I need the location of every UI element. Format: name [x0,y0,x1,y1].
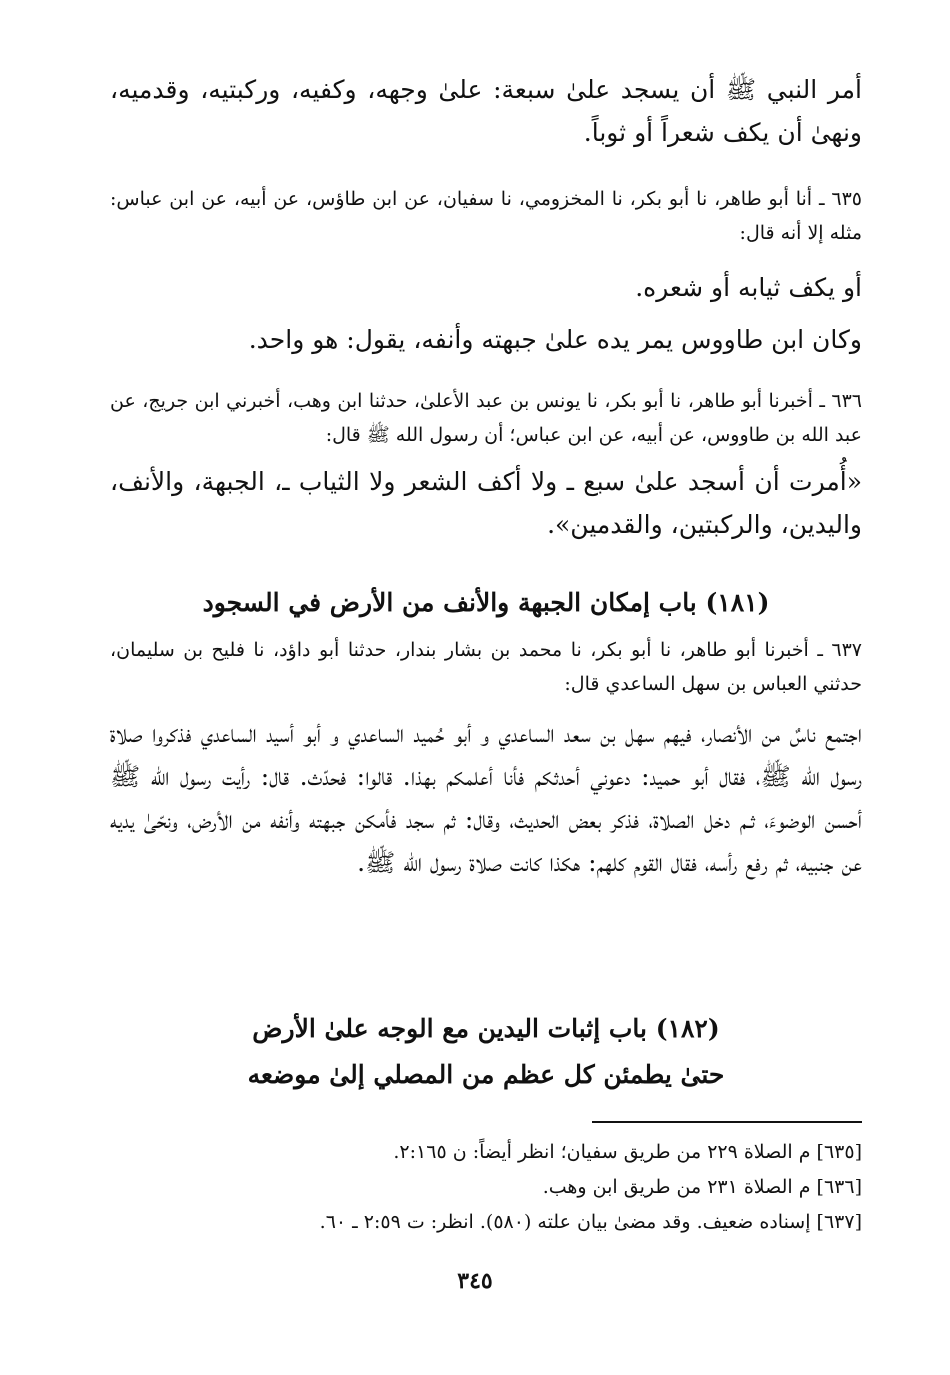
isnad-635: ٦٣٥ ـ أنا أبو طاهر، نا أبو بكر، نا المخزومي، نا سفيان، عن ابن طاؤس، عن أبيه، عن ابن عباس: مثله إلا أنه قال: [110,188,862,244]
page-number: ٣٤٥ [457,1268,493,1294]
footnote-divider [592,1121,862,1123]
isnad-637: ٦٣٧ ـ أخبرنا أبو طاهر، نا أبو بكر، نا محمد بن بشار بندار، حدثنا أبو داؤد، نا فليح بن سليمان، حدثني العباس بن سهل الساعدي قال: [110,639,862,695]
hadith-text-635: أو يكف ثيابه أو شعره. [635,273,862,302]
hadith-text-636: «أُمرت أن أسجد علىٰ سبع ـ ولا أكف الشعر ولا الثياب ـ، الجبهة، والأنف، واليدين، والركبتين، والقدمين». [110,467,862,539]
commentary-635: وكان ابن طاووس يمر يده علىٰ جبهته وأنفه، يقول: هو واحد. [248,325,862,354]
chapter-heading-182-line2: حتىٰ يطمئن كل عظم من المصلي إلىٰ موضعه [247,1060,725,1089]
chapter-heading-182-line1: (١٨٢) باب إثبات اليدين مع الوجه علىٰ الأرض [252,1014,720,1043]
isnad-636: ٦٣٦ ـ أخبرنا أبو طاهر، نا أبو بكر، نا يونس بن عبد الأعلىٰ، حدثنا ابن وهب، أخبرني ابن جريج، عن عبد الله بن طاووس، عن أبيه، عن ابن عباس؛ أن رسول الله ﷺ قال: [110,390,862,446]
footnotes [110,1135,862,1240]
hadith-text-637: اجتمع ناسٌ من الأنصار، فيهم سهل بن سعد الساعدي و أبو حُميد الساعدي و أبو أسيد الساعدي فذكروا صلاة رسول الله ﷺ، فقال أبو حميد: دعوني أحدثكم فأنا أعلمكم بهذا. قالوا: فحدّث. قال: رأيت رسول الله ﷺ أحسن الوضوءَ، ثـم دخل الصلاة، فذكر بعض الحديث، وقال: ثم سجد فأمكن جبهته وأنفه من الأرض، ونحّىٰ يديه عن جنبيه، ثم رفع رأسه، فقال القوم كلهم: هكذا كانت صلاة رسول الله ﷺ. [110,719,862,877]
footnote-636: [٦٣٦] م الصلاة ٢٣١ من طريق ابن وهب. [542,1176,862,1198]
chapter-heading-181: (١٨١) باب إمكان الجبهة والأنف من الأرض في السجود [202,588,770,617]
hadith-text-634-end: أمر النبي ﷺ أن يسجد علىٰ سبعة: علىٰ وجهه، وكفيه، وركبتيه، وقدميه، ونهىٰ أن يكف شعراً أو ثوباً. [110,75,862,147]
footnote-635: [٦٣٥] م الصلاة ٢٢٩ من طريق سفيان؛ انظر أيضاً: ن ٢:١٦٥. [393,1141,862,1163]
footnote-637: [٦٣٧] إسناده ضعيف. وقد مضىٰ بيان علته (٥٨٠). انظر: ت ٢:٥٩ ـ ٦٠. [319,1211,862,1233]
